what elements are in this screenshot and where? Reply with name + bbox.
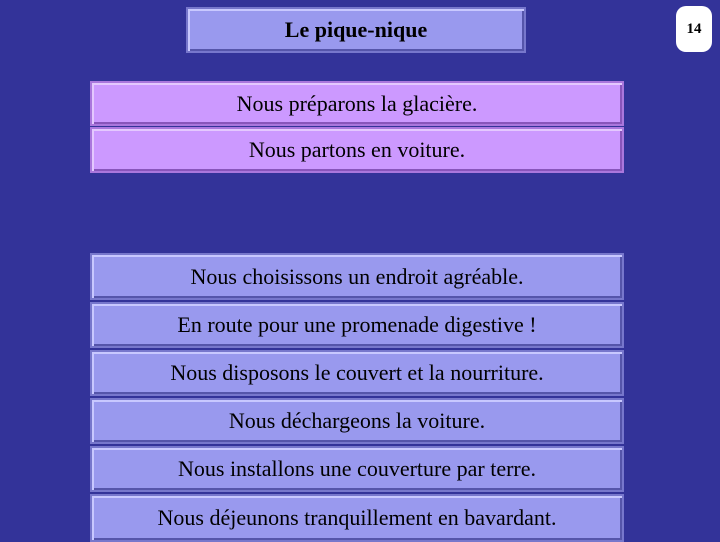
sentence-strip[interactable]: Nous choisissons un endroit agréable. [90, 253, 624, 300]
sentence-strip[interactable]: En route pour une promenade digestive ! [90, 302, 624, 348]
sentence-strip[interactable]: Nous installons une couverture par terre. [90, 446, 624, 492]
placed-sentence-strip[interactable]: Nous partons en voiture. [90, 127, 624, 173]
sentence-strip[interactable]: Nous déjeunons tranquillement en bavardant. [90, 494, 624, 542]
sentence-strip[interactable]: Nous disposons le couvert et la nourriture. [90, 350, 624, 396]
placed-sentence-strip[interactable]: Nous préparons la glacière. [90, 81, 624, 126]
page-title: Le pique-nique [186, 7, 526, 53]
page-number-badge: 14 [676, 6, 712, 52]
sentence-strip[interactable]: Nous déchargeons la voiture. [90, 398, 624, 444]
